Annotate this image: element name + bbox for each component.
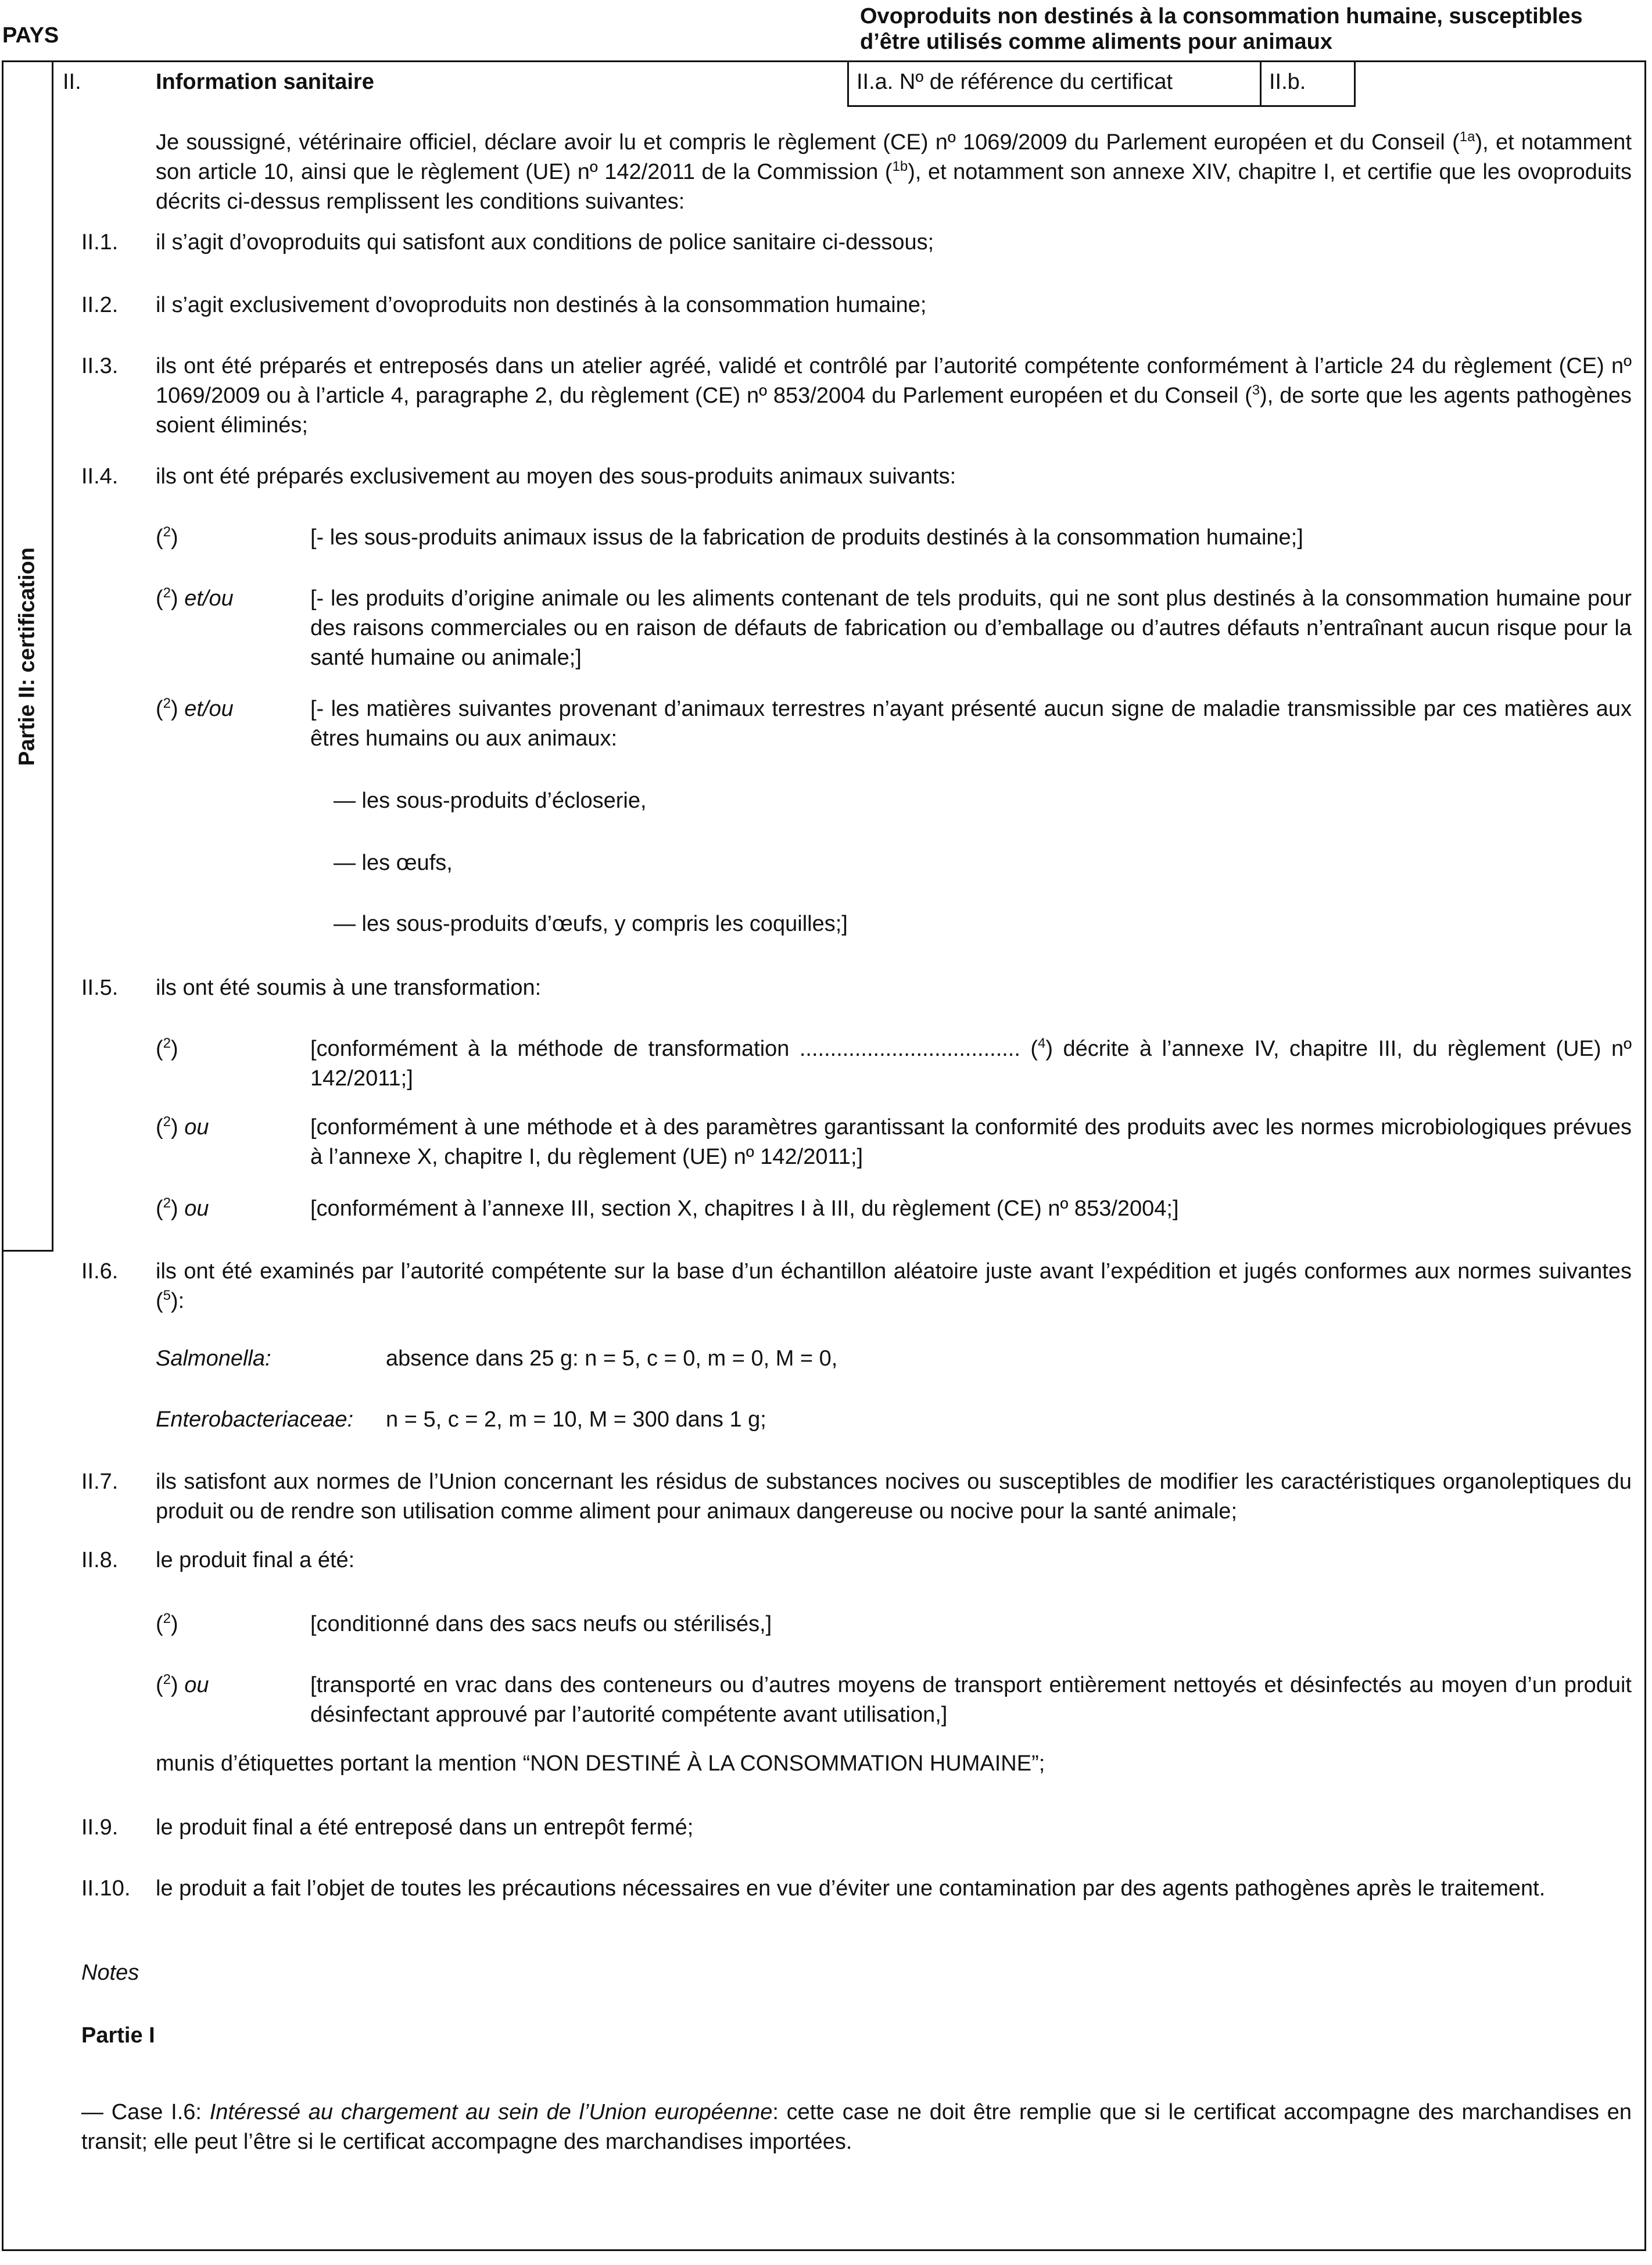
notes-part: Partie I xyxy=(81,2023,155,2048)
item-text: il s’agit exclusivement d’ovoproduits non destinés à la consommation humaine; xyxy=(156,293,927,317)
item-text: le produit final a été entreposé dans un entrepôt fermé; xyxy=(156,1815,694,1840)
option-tag: ($^2$) et/ou xyxy=(156,696,234,721)
item-text: ils ont été préparés et entreposés dans un atelier agréé, validé et contrôlé par l’autorité compétente conformément à l’article 24 du règlement (CE) nº 1069/2009 ou à l’article 4, paragraphe 2, du règlement (CE) nº 853/2004 du Parlement européen et du Conseil ($^3$), de sorte que les agents pathogènes soient éliminés; xyxy=(156,354,1632,438)
enterobacteriaceae-criteria: n = 5, c = 2, m = 10, M = 300 dans 1 g; xyxy=(386,1407,766,1432)
notes-case-italic: Intéressé au chargement au sein de l’Union européenne xyxy=(209,2100,773,2124)
option-text: [conditionné dans des sacs neufs ou stérilisés,] xyxy=(310,1612,772,1636)
option-text: [conformément à l’annexe III, section X, chapitres I à III, du règlement (CE) nº 853/2004;] xyxy=(310,1196,1179,1221)
item-text: ils ont été préparés exclusivement au moyen des sous-produits animaux suivants: xyxy=(156,464,956,489)
option-tag: ($^2$) ou xyxy=(156,1672,209,1697)
side-label: Partie II: certification xyxy=(15,547,40,766)
option-tag: ($^2$) ou xyxy=(156,1195,209,1221)
notes-case-prefix: — Case I.6: xyxy=(81,2100,210,2124)
header-separator xyxy=(1354,60,1356,107)
enterobacteriaceae-label: Enterobacteriaceae: xyxy=(156,1407,354,1432)
label-mention: munis d’étiquettes portant la mention “NON DESTINÉ À LA CONSOMMATION HUMAINE”; xyxy=(156,1751,1045,1776)
notes-title: Notes xyxy=(81,1961,139,1985)
salmonella-label: Salmonella: xyxy=(156,1346,271,1371)
option-tag: ($^2$) xyxy=(156,1035,178,1061)
item-number: II.5. xyxy=(81,976,119,1000)
option-tag: ($^2$) xyxy=(156,1611,178,1636)
item-text: ils ont été examinés par l’autorité compétente sur la base d’un échantillon aléatoire juste avant l’expédition et jugés conformes aux normes suivantes ($^5$): xyxy=(156,1259,1632,1313)
section-title: Information sanitaire xyxy=(156,70,374,94)
certificate-title-line-1: Ovoproduits non destinés à la consommation humaine, susceptibles xyxy=(860,4,1583,28)
item-text: le produit a fait l’objet de toutes les précautions nécessaires en vue d’éviter une contamination par des agents pathogènes après le traitement. xyxy=(156,1876,1546,1901)
item-number: II.3. xyxy=(81,354,119,378)
option-text: [conformément à la méthode de transformation .................................... ($^4$) décrite à l’annexe IV, chapitre III, du règlement (UE) nº 142/2011;] xyxy=(310,1035,1632,1091)
option-text: [conformément à une méthode et à des paramètres garantissant la conformité des produits avec les normes microbiologiques prévues à l’annexe X, chapitre I, du règlement (UE) nº 142/2011;] xyxy=(310,1115,1632,1169)
salmonella-criteria: absence dans 25 g: n = 5, c = 0, m = 0, M = 0, xyxy=(386,1346,838,1371)
sub-item: — les œufs, xyxy=(334,851,453,875)
option-tag: ($^2$) ou xyxy=(156,1114,209,1139)
header-bottom-rule xyxy=(847,105,1356,107)
section-number: II. xyxy=(63,70,81,94)
item-text: le produit final a été: xyxy=(156,1548,355,1572)
notes-case-text xyxy=(81,2098,1632,2157)
country-label: PAYS xyxy=(2,23,59,48)
option-text: [- les produits d’origine animale ou les aliments contenant de tels produits, qui ne sont plus destinés à la consommation humaine pour des raisons commerciales ou en raison de défauts de fabrication ou d’emballage ou d’autres défauts n’entraînant aucun risque pour la santé humaine ou animale;] xyxy=(310,586,1632,670)
item-text: ils ont été soumis à une transformation: xyxy=(156,976,542,1000)
option-tag: ($^2$) et/ou xyxy=(156,585,234,611)
certificate-reference-label: II.a. Nº de référence du certificat xyxy=(857,70,1173,94)
option-tag: ($^2$) xyxy=(156,524,178,550)
item-number: II.8. xyxy=(81,1548,119,1572)
item-number: II.10. xyxy=(81,1876,131,1901)
option-text: [- les sous-produits animaux issus de la fabrication de produits destinés à la consommation humaine;] xyxy=(310,525,1303,550)
certificate-title xyxy=(860,3,1650,55)
certificate-title-line-2: d’être utilisés comme aliments pour animaux xyxy=(860,30,1333,54)
item-number: II.4. xyxy=(81,464,119,489)
iib-label: II.b. xyxy=(1269,70,1306,94)
item-number: II.7. xyxy=(81,1470,119,1494)
item-text: il s’agit d’ovoproduits qui satisfont aux conditions de police sanitaire ci-dessous; xyxy=(156,230,934,255)
header-separator xyxy=(1260,60,1262,107)
sub-item: — les sous-produits d’écloserie, xyxy=(334,789,647,813)
notes-case-body: : cette case ne doit être remplie que si le certificat accompagne des marchandises en transit; elle peut l’être si le certificat accompagne des marchandises importées. xyxy=(81,2100,1632,2154)
item-number: II.6. xyxy=(81,1259,119,1284)
option-text: [transporté en vrac dans des conteneurs ou d’autres moyens de transport entièrement nettoyés et désinfectés au moyen d’un produit désinfectant approuvé par l’autorité compétente avant utilisation,] xyxy=(310,1673,1632,1727)
item-number: II.9. xyxy=(81,1815,119,1840)
item-number: II.2. xyxy=(81,293,119,317)
item-number: II.1. xyxy=(81,230,119,255)
item-text: ils satisfont aux normes de l’Union concernant les résidus de substances nocives ou susceptibles de modifier les caractéristiques organoleptiques du produit ou de rendre son utilisation comme aliment pour animaux dangereuse ou nocive pour la santé animale; xyxy=(156,1470,1632,1524)
sub-item: — les sous-produits d’œufs, y compris les coquilles;] xyxy=(334,912,848,936)
option-text: [- les matières suivantes provenant d’animaux terrestres n’ayant présenté aucun signe de maladie transmissible par ces matières aux êtres humains ou aux animaux: xyxy=(310,697,1632,751)
header-separator xyxy=(847,60,849,107)
intro-paragraph: Je soussigné, vétérinaire officiel, déclare avoir lu et compris le règlement (CE) nº 1069/2009 du Parlement européen et du Conseil ($^{1a}$), et notamment son article 10, ainsi que le règlement (UE) nº 142/2011 de la Commission ($^{1b}$), et notamment son annexe XIV, chapitre I, et certifie que les ovoproduits décrits ci-dessus remplissent les conditions suivantes: xyxy=(156,129,1632,214)
